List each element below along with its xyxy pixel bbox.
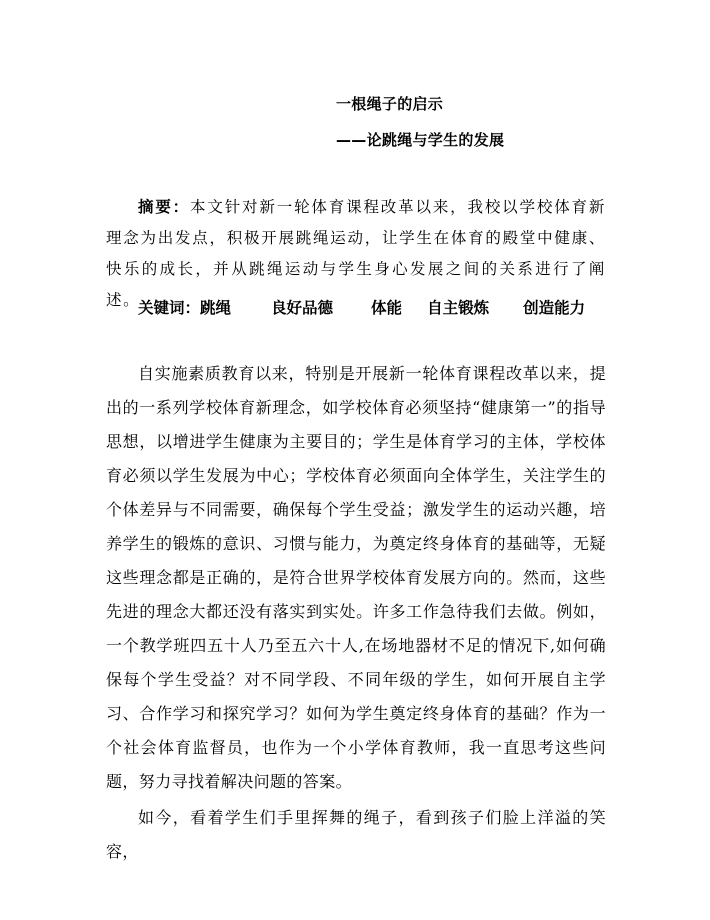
keyword-item: 体能	[371, 299, 403, 317]
paragraph: 自实施素质教育以来，特别是开展新一轮体育课程改革以来，提出的一系列学校体育新理念，如学校体育必须坚持“健康第一”的指导思想，以增进学生健康为主要目的；学生是体育学习的主体，学校体育必须以学生发展为中心；学校体育必须面向全体学生，关注学生的个体差异与不同需要，确保每个学生受益；激发学生的运动兴趣，培养学生的锻炼的意识、习惯与能力，为奠定终身体育的基础等，无疑这些理念都是正确的，是符合世界学校体育发展方向的。然而，这些先进的理念大都还没有落实到实处。许多工作急待我们去做。例如，一个教学班四五十人乃至五六十人,在场地器材不足的情况下,如何确保每个学生受益？对不同学段、不同年级的学生，如何开展自主学习、合作学习和探究学习？如何为学生奠定终身体育的基础？作为一个社会体育监督员，也作为一个小学体育教师，我一直思考这些问题，努力寻找着解决问题的答案。	[106, 364, 606, 791]
keywords-label: 关键词：	[138, 299, 201, 317]
keyword-item: 自主锻炼	[427, 299, 490, 317]
keywords	[138, 297, 585, 319]
document-subtitle: ——论跳绳与学生的发展	[336, 131, 505, 149]
keyword-item: 创造能力	[523, 299, 586, 317]
body-text	[106, 357, 606, 871]
abstract-label: 摘要：	[138, 198, 191, 216]
document-title: 一根绳子的启示	[336, 95, 444, 113]
abstract-text: 本文针对新一轮体育课程改革以来，我校以学校体育新理念为出发点，积极开展跳绳运动，让学生在体育的殿堂中健康、快乐的成长，并从跳绳运动与学生身心发展之间的关系进行了阐述。	[106, 198, 606, 309]
keyword-item: 良好品德	[271, 299, 334, 317]
keyword-item: 跳绳	[200, 299, 232, 317]
paragraph: 如今，看着学生们手里挥舞的绳子，看到孩子们脸上洋溢的笑容，	[106, 808, 606, 861]
